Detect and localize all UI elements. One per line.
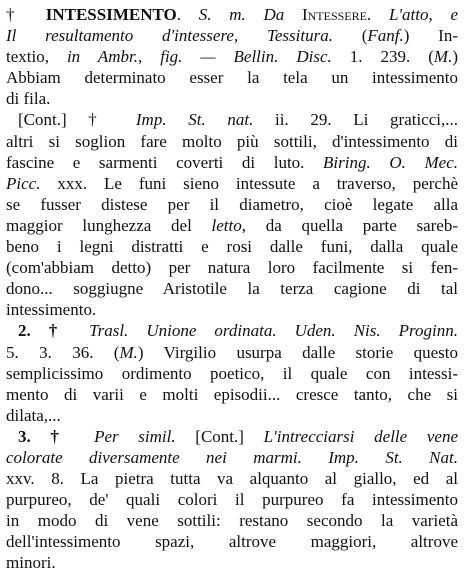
entry-line	[6, 67, 458, 88]
text-segment: intessimento.	[6, 300, 97, 320]
text-segment: , da quella parte sareb-	[241, 215, 458, 235]
text-segment: )	[452, 47, 458, 67]
text-segment: beno i legni distratti e rosi dalle funi, dalla quale	[6, 237, 458, 257]
entry-line	[6, 257, 458, 278]
text-segment: textio,	[6, 47, 67, 67]
text-segment: .	[366, 5, 389, 24]
text-segment: [Cont.]	[195, 426, 264, 446]
text-segment: xxx. Le funi sieno intessute a traverso, perchè	[57, 173, 458, 193]
text-segment: altri si soglion fare molto più sottili, d'intessimento di	[6, 131, 458, 151]
entry-line	[6, 426, 458, 447]
text-segment: Fanf.	[367, 26, 404, 46]
entry-line	[6, 531, 458, 552]
text-segment: Biring. O. Mec.	[323, 152, 458, 172]
text-segment: L'atto, e	[388, 5, 458, 24]
entry-line	[6, 320, 458, 341]
text-segment: se fusser distese per il diametro, cioè legate alla	[6, 194, 458, 214]
dictionary-entry	[6, 4, 458, 574]
text-segment: xxv. 8. La pietra tutta va alquanto al giallo, ed al	[6, 469, 458, 489]
text-segment: 3. †	[18, 426, 95, 446]
text-segment: mento di varii e molti episodii... cresce tanto, che si	[6, 384, 458, 404]
entry-line	[6, 194, 458, 215]
text-segment: Per simil.	[94, 426, 196, 446]
text-segment: dono... soggiugne Aristotile la terza cagione di tal	[6, 279, 458, 299]
text-segment: M.	[119, 342, 138, 362]
text-segment: in modo di vene sottili: restano secondo la varietà	[6, 511, 458, 531]
entry-line	[6, 489, 458, 510]
entry-line	[6, 384, 458, 405]
text-segment: maggior lunghezza del	[6, 215, 212, 235]
text-segment: INTESSIMENTO	[45, 5, 177, 24]
text-segment: Imp. St. nat.	[135, 110, 275, 130]
text-segment: dilata,...	[6, 405, 61, 425]
entry-line	[6, 510, 458, 531]
text-segment: Picc.	[6, 173, 58, 193]
text-segment: ) In-	[403, 26, 458, 46]
text-segment: letto	[211, 215, 242, 235]
text-segment: 2. †	[18, 321, 90, 341]
entry-line	[6, 152, 458, 173]
entry-line	[6, 299, 458, 320]
text-segment: in Ambr., fig. — Bellin. Disc.	[66, 47, 350, 67]
entry-line	[6, 236, 458, 257]
text-segment: (	[361, 26, 368, 46]
entry-text	[6, 4, 458, 574]
text-segment: 5. 3. 36. (	[6, 342, 120, 362]
entry-line	[6, 215, 458, 236]
entry-line	[6, 552, 458, 573]
text-segment: S. m.	[198, 5, 264, 24]
entry-line	[6, 468, 458, 489]
entry-line	[6, 405, 458, 426]
entry-line	[6, 88, 458, 109]
text-segment: Abbiam determinato esser la tela un intessimento	[6, 68, 458, 88]
entry-line	[6, 131, 458, 152]
entry-line	[6, 363, 458, 384]
text-segment: ) Virgilio usurpa dalle storie questo	[137, 342, 458, 362]
text-segment: colorate diversamente nei marmi. Imp. St. Nat.	[6, 447, 458, 467]
entry-line	[6, 25, 458, 46]
entry-line	[6, 278, 458, 299]
text-segment: di fila.	[6, 89, 51, 109]
text-segment: dell'intessimento spazi, altrove maggiori, altrove	[6, 532, 458, 552]
text-segment: Intessere	[301, 5, 367, 24]
text-segment: fascine e sarmenti coverti di luto.	[6, 152, 324, 172]
text-segment: minori.	[6, 553, 56, 573]
text-segment: purpureo, de' quali colori il purpureo fa intessimento	[6, 490, 458, 510]
text-segment: .	[176, 5, 199, 24]
text-segment: (com'abbiam detto) per natura loro facilmente si fen-	[6, 258, 458, 278]
text-segment: Da	[263, 5, 302, 24]
entry-line	[6, 342, 458, 363]
text-segment: M.	[433, 47, 453, 67]
text-segment: †	[6, 5, 46, 24]
text-segment: semplicissimo ordimento poetico, il quale con intessi-	[6, 363, 458, 383]
text-segment: Il resultamento d'intessere, Tessitura.	[6, 26, 362, 46]
text-segment: 1. 239. (	[349, 47, 434, 67]
text-segment: L'intrecciarsi delle vene	[263, 426, 458, 446]
text-segment: Trasl. Unione ordinata. Uden. Nis. Proginn.	[89, 321, 458, 341]
entry-line	[6, 109, 458, 130]
entry-line	[6, 4, 458, 25]
text-segment: ii. 29. Li graticci,...	[275, 110, 458, 130]
text-segment: [Cont.] †	[18, 110, 136, 130]
entry-line	[6, 447, 458, 468]
entry-line	[6, 173, 458, 194]
entry-line	[6, 46, 458, 67]
